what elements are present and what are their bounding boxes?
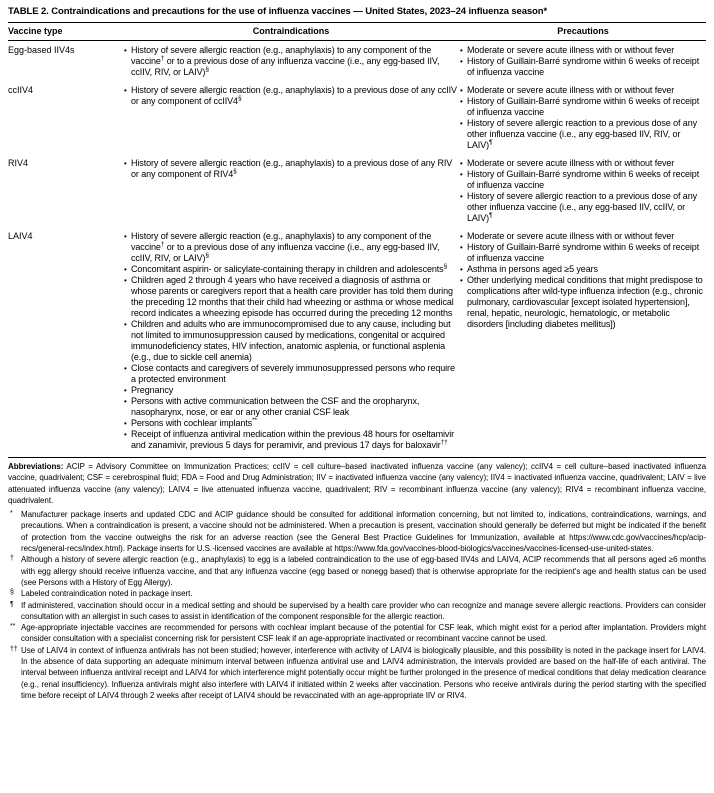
footnote-double-asterisk: [8, 622, 706, 645]
precaution-item: • History of Guillain-Barré syndrome within 6 weeks of receipt of influenza vaccine: [460, 169, 706, 191]
contraindication-item: • Pregnancy: [124, 385, 458, 396]
footnote-section-sign: [8, 588, 706, 599]
precautions-list: [460, 85, 706, 151]
precaution-item: • History of severe allergic reaction to a previous dose of any other influenza vaccine (i.e., any egg-based IIV, RIV, or LAIV)¶: [460, 118, 706, 151]
footnote-marker: †: [10, 555, 14, 563]
table-row-cciiv4: [8, 85, 706, 151]
footnote-marker: ¶: [10, 600, 14, 608]
contraindication-item: • Children and adults who are immunocompromised due to any cause, including but not limited to immunosuppression caused by medications, congenital or acquired immunodeficiency states, HIV infection, anatomic asplenia, or functional asplenia (e.g., due to sickle cell anemia): [124, 319, 458, 363]
footnote-text: Although a history of severe allergic reaction (e.g., anaphylaxis) to egg is a labeled contraindication to the use of egg-based IIV4s and LAIV4, ACIP recommends that all persons aged ≥6 months with egg allergy should receive influenza vaccine, and that any influenza vaccine (egg based or nonegg based) that is otherwise appropriate for the recipient's age and health status can be used (see Persons with a History of Egg Allergy).: [21, 555, 706, 587]
footnote-marker: *: [10, 510, 13, 518]
precautions-list: [460, 158, 706, 224]
precaution-item: • Moderate or severe acute illness with or without fever: [460, 158, 706, 169]
contraindications-list: [124, 45, 458, 78]
footnote-marker: **: [10, 623, 16, 631]
precaution-item: • Moderate or severe acute illness with or without fever: [460, 231, 706, 242]
table-row-egg-based-iiv4s: [8, 45, 706, 78]
contraindication-item: • History of severe allergic reaction (e.g., anaphylaxis) to any component of the vaccine† or to a previous dose of any influenza vaccine (i.e., any egg-based IIV, ccIIV, RIV, or LAIV)§: [124, 231, 458, 264]
footnote-pilcrow: [8, 600, 706, 623]
footnote-dagger: [8, 554, 706, 588]
precautions-list: [460, 231, 706, 451]
footnote-marker: ††: [10, 645, 18, 653]
contraindication-item: • History of severe allergic reaction (e.g., anaphylaxis) to a previous dose of any ccIIV or any component of ccIIV4§: [124, 85, 458, 107]
footnote-text: Use of LAIV4 in context of influenza antivirals has not been studied; however, interference with activity of LAIV4 is biologically plausible, and this possibility is noted in the package insert for LAIV4. In the absence of data supporting an adequate minimum interval between influenza antiviral use and LAIV4 administration, the intervals provided are based on the half-life of each antiviral. The interval between influenza antiviral receipt and LAIV4 for which interference might potentially occur might be further prolonged in the presence of medical conditions that delay medication clearance (e.g., renal insufficiency). Influenza antivirals might also interfere with LAIV4 if initiated within 2 weeks after vaccination. Persons who receive antivirals during the period starting with the specified time before receipt of LAIV4 through 2 weeks after receipt of LAIV4 should be revaccinated with an age-appropriate IIV or RIV4.: [21, 645, 706, 700]
precaution-item: • Asthma in persons aged ≥5 years: [460, 264, 706, 275]
table-row-laiv4: [8, 231, 706, 451]
column-header-contraindications: Contraindications: [252, 26, 330, 36]
contraindication-item: • Children aged 2 through 4 years who have received a diagnosis of asthma or whose parents or caregivers report that a health care provider has told them during the preceding 12 months that their child had wheezing or asthma or whose medical record indicates a wheezing episode has occurred during the preceding 12 months: [124, 275, 458, 319]
precaution-item: • History of Guillain-Barré syndrome within 6 weeks of receipt of influenza vaccine: [460, 56, 706, 78]
precaution-item: • History of severe allergic reaction to a previous dose of any other influenza vaccine (i.e., any egg-based IIV, ccIIV, or LAIV)¶: [460, 191, 706, 224]
vaccine-type-cell: Egg-based IIV4s: [8, 45, 75, 55]
column-header-precautions: Precautions: [557, 26, 609, 36]
column-header-vaccine-type: Vaccine type: [8, 26, 63, 36]
contraindication-item: • History of severe allergic reaction (e.g., anaphylaxis) to any component of the vaccine† or to a previous dose of any influenza vaccine (i.e., any egg-based IIV, ccIIV, RIV, or LAIV)§: [124, 45, 458, 78]
vaccine-type-cell: ccIIV4: [8, 85, 34, 95]
contraindications-list: [124, 231, 458, 451]
footnote-text: Age-appropriate injectable vaccines are recommended for persons with cochlear implant because of the potential for CSF leak, which might exist for a period after implantation. Providers might consider consultation with a specialist concerning risk for persistent CSF leak if an age-appropriate inactivated or recombinant vaccine cannot be used.: [21, 623, 706, 644]
footnotes-section: [8, 508, 706, 701]
precaution-item: • Other underlying medical conditions that might predispose to complications after wild-type influenza infection (e.g., chronic pulmonary, cardiovascular [except isolated hypertension], renal, hepatic, neurologic, hematologic, or metabolic disorders [including diabetes mellitus]): [460, 275, 706, 330]
table-title: TABLE 2. Contraindications and precautions for the use of influenza vaccines — United States, 2023–24 influenza season*: [8, 6, 548, 17]
footnote-text: Manufacturer package inserts and updated CDC and ACIP guidance should be consulted for additional information concerning, but not limited to, indications, contraindications, warnings, and precautions. When a contraindication is present, a vaccine should not be administered. When a precaution is present, vaccination should generally be deferred but might be indicated if the benefit of protection from the vaccine outweighs the risk for an adverse reaction (see the General Best Practice Guidelines for Immunization, available at https://www.cdc.gov/vaccines/hcp/acip-recs/general-recs/index.html). Package inserts for U.S.-licensed vaccines are available at https://www.fda.gov/vaccines-blood-biologics/vaccines/vaccines-licensed-use-united-states.: [21, 510, 706, 554]
table-row-riv4: [8, 158, 706, 224]
vaccine-type-cell: LAIV4: [8, 231, 33, 241]
abbreviations-block: [8, 458, 706, 508]
precaution-item: • History of Guillain-Barré syndrome within 6 weeks of receipt of influenza vaccine: [460, 96, 706, 118]
table-body: [8, 41, 706, 457]
footnote-asterisk: [8, 509, 706, 554]
abbreviations-label: Abbreviations:: [8, 462, 64, 471]
contraindication-item: • History of severe allergic reaction (e.g., anaphylaxis) to a previous dose of any RIV or any component of RIV4§: [124, 158, 458, 180]
footnote-text: If administered, vaccination should occur in a medical setting and should be supervised by a health care provider who can recognize and manage severe allergic reactions. Providers can consider consultation with an allergist in such cases to assist in identification of the component responsible for the allergic reaction.: [21, 600, 706, 621]
contraindication-item: • Persons with cochlear implants**: [124, 418, 458, 429]
contraindication-item: • Close contacts and caregivers of severely immunosuppressed persons who require a protected environment: [124, 363, 458, 385]
contraindication-item: • Persons with active communication between the CSF and the oropharynx, nasopharynx, nose, or ear or any other cranial CSF leak: [124, 396, 458, 418]
contraindications-list: [124, 85, 458, 151]
precaution-item: • Moderate or severe acute illness with or without fever: [460, 85, 706, 96]
precaution-item: • History of Guillain-Barré syndrome within 6 weeks of receipt of influenza vaccine: [460, 242, 706, 264]
footnote-marker: §: [10, 589, 14, 597]
footnote-text: Labeled contraindication noted in package insert.: [21, 589, 193, 599]
table-header-row: [8, 23, 706, 40]
vaccine-type-cell: RIV4: [8, 158, 29, 168]
contraindications-list: [124, 158, 458, 224]
abbreviations-text: ACIP = Advisory Committee on Immunization Practices; ccIIV = cell culture–based inactivated influenza vaccine (any valency); ccIIV4 = cell culture–based inactivated influenza vaccine, quadrivalent; CSF = cerebrospinal fluid; FDA = Food and Drug Administration; IIV = inactivated influenza vaccine (any valency); IIV4 = inactivated influenza vaccine, quadrivalent; LAIV = live attenuated influenza vaccine (any valency); LAIV4 = live attenuated influenza vaccine, quadrivalent; RIV = recombinant influenza vaccine (any valency); RIV4 = recombinant influenza vaccine, quadrivalent.: [8, 462, 706, 505]
footnote-double-dagger: [8, 645, 706, 701]
contraindication-item: • Receipt of influenza antiviral medication within the previous 48 hours for oseltamivir and zanamivir, previous 5 days for peramivir, and previous 17 days for baloxavir††: [124, 429, 458, 451]
precautions-list: [460, 45, 706, 78]
contraindication-item: • Concomitant aspirin- or salicylate-containing therapy in children and adolescents§: [124, 264, 458, 275]
precaution-item: • Moderate or severe acute illness with or without fever: [460, 45, 706, 56]
